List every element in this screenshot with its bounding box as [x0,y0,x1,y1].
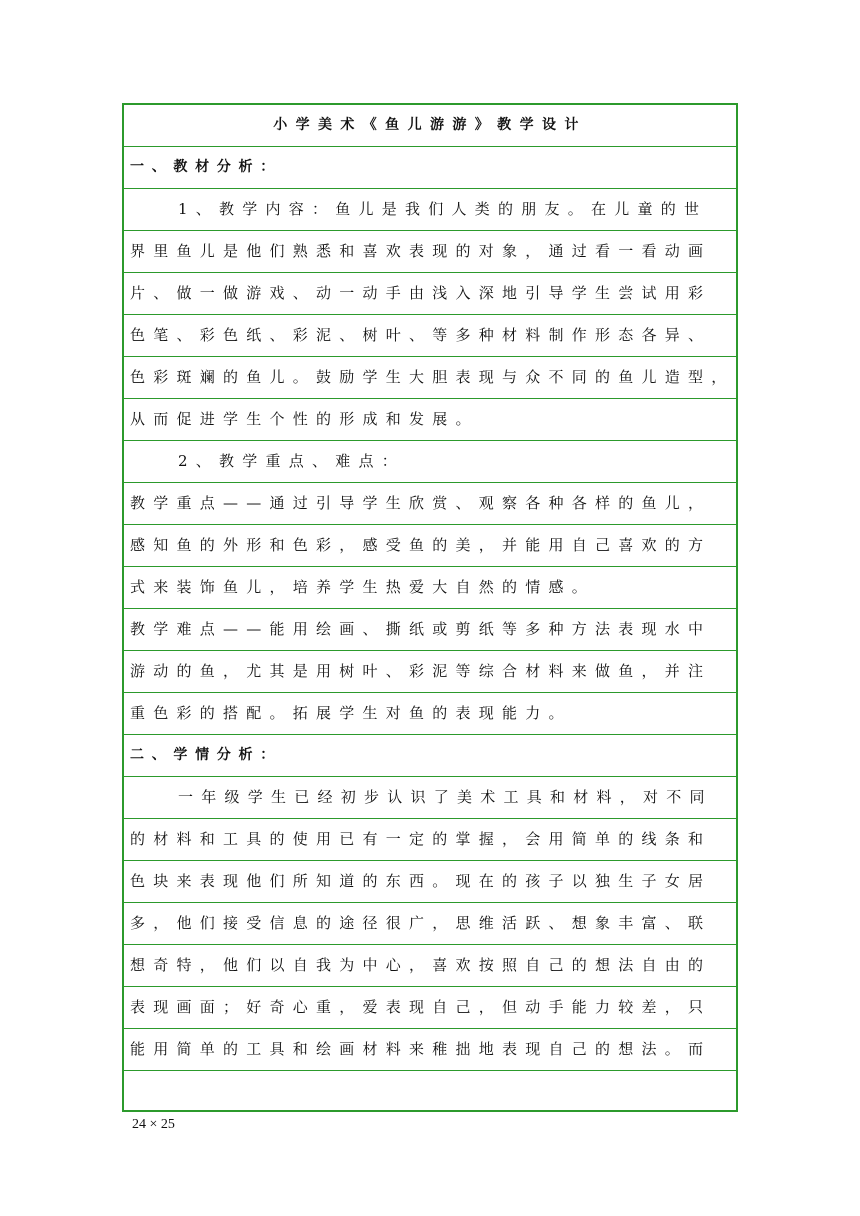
text-row [124,273,736,315]
text-row [124,735,736,777]
text-row [124,1071,736,1113]
text-line: 界里鱼儿是他们熟悉和喜欢表现的对象，通过看一看动画 [130,242,712,260]
text-row [124,609,736,651]
text-line: 表现画面；好奇心重，爱表现自己，但动手能力较差，只 [130,998,712,1016]
text-line: 感知鱼的外形和色彩，感受鱼的美，并能用自己喜欢的方 [130,536,712,554]
text-line: 教学重点——通过引导学生欣赏、观察各种各样的鱼儿， [130,494,712,512]
text-row [124,189,736,231]
text-line: 一年级学生已经初步认识了美术工具和材料，对不同 [178,788,713,806]
text-row [124,399,736,441]
text-row [124,357,736,399]
text-row [124,525,736,567]
text-line [130,1071,730,1112]
text-line: 的材料和工具的使用已有一定的掌握，会用简单的线条和 [130,830,712,848]
text-line: 式来装饰鱼儿，培养学生热爱大自然的情感。 [130,578,596,596]
text-line: 色块来表现他们所知道的东西。现在的孩子以独生子女居 [130,872,712,890]
text-line: 多，他们接受信息的途径很广，思维活跃、想象丰富、联 [130,914,712,932]
text-line: 能用简单的工具和绘画材料来稚拙地表现自己的想法。而 [130,1040,712,1058]
text-line: 从而促进学生个性的形成和发展。 [130,410,479,428]
title-row [124,105,736,147]
text-row [124,441,736,483]
text-row [124,777,736,819]
text-row [124,819,736,861]
text-line: 想奇特，他们以自我为中心，喜欢按照自己的想法自由的 [130,956,712,974]
text-line: 2、教学重点、难点： [178,452,406,470]
text-line: 游动的鱼，尤其是用树叶、彩泥等综合材料来做鱼，并注 [130,662,712,680]
manuscript-grid [122,103,738,1112]
section-heading: 一、教材分析： [130,159,282,175]
grid-size-label: 24 × 25 [132,1117,175,1132]
text-row [124,903,736,945]
text-line: 教学难点——能用绘画、撕纸或剪纸等多种方法表现水中 [130,620,712,638]
text-row [124,567,736,609]
text-row [124,861,736,903]
text-row [124,1029,736,1071]
section-heading: 二、学情分析： [130,747,282,763]
text-row [124,651,736,693]
text-row [124,693,736,735]
text-row [124,315,736,357]
text-row [124,987,736,1029]
text-row [124,945,736,987]
text-row [124,147,736,189]
text-line: 片、做一做游戏、动一动手由浅入深地引导学生尝试用彩 [130,284,712,302]
text-row [124,231,736,273]
text-row [124,483,736,525]
text-line: 色笔、彩色纸、彩泥、树叶、等多种材料制作形态各异、 [130,326,712,344]
document-title: 小学美术《鱼儿游游》教学设计 [273,117,587,133]
text-line: 重色彩的搭配。拓展学生对鱼的表现能力。 [130,704,572,722]
text-line: 色彩斑斓的鱼儿。鼓励学生大胆表现与众不同的鱼儿造型， [130,368,735,386]
text-line: 1、教学内容：鱼儿是我们人类的朋友。在儿童的世 [178,200,708,218]
